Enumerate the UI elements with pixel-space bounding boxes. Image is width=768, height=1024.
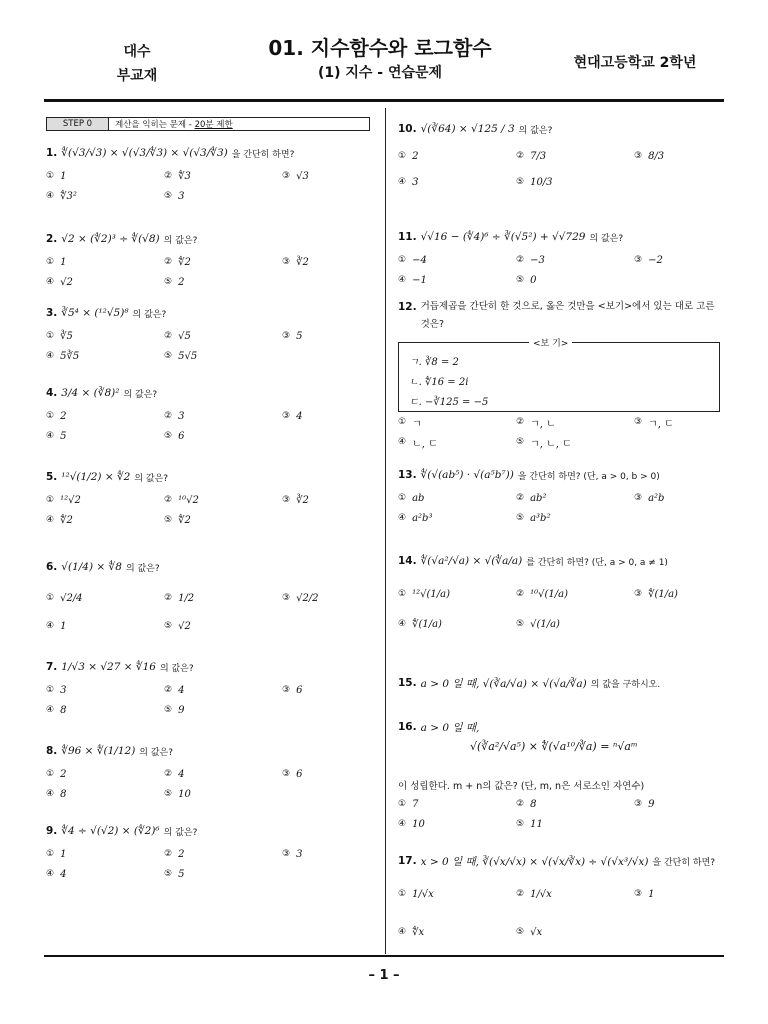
question-1: 1. ∜(√3/√3) × √(√3/∜3) × √(√3/∜3) 을 간단히 하면? ① 1 ② ∜3 ③ √3 ④ ∜3² ⑤ 3 xyxy=(46,142,400,204)
option-2[interactable]: ② 1/√x xyxy=(516,888,552,900)
option-2[interactable]: ② 4 xyxy=(164,684,185,696)
option-4[interactable]: ④ 5 xyxy=(46,430,67,442)
option-5[interactable]: ⑤ 5 xyxy=(164,868,185,880)
option-5[interactable]: ⑤ 6 xyxy=(164,430,185,442)
question-expression: ∜(√a²/√a) × √(∜a/a) xyxy=(420,555,523,567)
question-expression: √(1/4) × ∜8 xyxy=(61,561,122,573)
option-4[interactable]: ④ √2 xyxy=(46,276,73,288)
options xyxy=(46,328,400,364)
question-expression: 3/4 × (∛8)² xyxy=(61,387,120,399)
options xyxy=(46,766,400,802)
option-2[interactable]: ② √5 xyxy=(164,330,191,342)
option-3[interactable]: ③ √2/2 xyxy=(282,592,319,604)
options xyxy=(46,168,400,204)
option-4[interactable]: ④ 4 xyxy=(46,868,67,880)
question-2: 2. √2 × (∜2)³ ÷ ∜(√8) 의 값은? ① 1 ② ∜2 ③ ∛2 ④ √2 ⑤ 2 xyxy=(46,228,400,290)
option-2[interactable]: ② ∜2 xyxy=(164,256,191,268)
subject-label: 대수 xyxy=(123,44,151,60)
title-block xyxy=(230,34,530,84)
option-5[interactable]: ⑤ 11 xyxy=(516,818,543,830)
subject-block xyxy=(92,40,182,88)
option-2[interactable]: ② 3 xyxy=(164,410,185,422)
question-expression: 1/√3 × √27 × ∜16 xyxy=(61,661,156,673)
school-label: 현대고등학교 2학년 xyxy=(573,55,697,71)
option-1[interactable]: ① 1 xyxy=(46,256,67,268)
option-4[interactable]: ④ 5∛5 xyxy=(46,350,80,362)
question-12-options xyxy=(398,414,752,450)
option-4[interactable]: ④ ∜2 xyxy=(46,514,73,526)
option-4[interactable]: ④ ㄴ, ㄷ xyxy=(398,437,438,450)
page-number: – 1 – xyxy=(368,968,400,983)
option-1[interactable]: ① 2 xyxy=(46,768,67,780)
options xyxy=(46,590,400,634)
option-2[interactable]: ② ㄱ, ㄴ xyxy=(516,417,556,430)
question-13: 13. ∜(√(ab⁵) · √(a⁵b⁷)) 을 간단히 하면? (단, a > 0, b > 0) ① ab ② ab² ③ a²b ④ a²b³ ⑤ a³b² xyxy=(398,464,752,526)
question-7: 7. 1/√3 × √27 × ∜16 의 값은? ① 3 ② 4 ③ 6 ④ 8 ⑤ 9 xyxy=(46,656,400,718)
question-expression: ∜4 ÷ √(√2) × (∜2)⁶ xyxy=(61,825,160,837)
question-16-formula: √(∛a²/√a⁵) × ∜(√a¹⁰/∛a) = ⁿ√aᵐ xyxy=(470,740,638,753)
option-1[interactable]: ① 2 xyxy=(398,150,419,162)
option-5[interactable]: ⑤ 10/3 xyxy=(516,176,553,188)
question-14: 14. ∜(√a²/√a) × √(∜a/a) 를 간단히 하면? (단, a > 0, a ≠ 1) ① ¹²√(1/a) ② ¹⁰√(1/a) ③ ∜(1/a) ④ ∜(1/a) ⑤ √(1/a) xyxy=(398,550,752,632)
option-3[interactable]: ③ ∛2 xyxy=(282,494,309,506)
option-5[interactable]: ⑤ 0 xyxy=(516,274,537,286)
question-8: 8. ∜96 × ∜(1/12) 의 값은? ① 2 ② 4 ③ 6 ④ 8 ⑤ 10 xyxy=(46,740,400,802)
options xyxy=(46,408,400,444)
option-1[interactable]: ① ㄱ xyxy=(398,417,422,430)
option-1[interactable]: ① ¹²√(1/a) xyxy=(398,588,450,600)
question-expression: ∜96 × ∜(1/12) xyxy=(61,745,136,757)
question-6: 6. √(1/4) × ∜8 의 값은? ① √2/4 ② 1/2 ③ √2/2 ④ 1 ⑤ √2 xyxy=(46,556,400,634)
question-4: 4. 3/4 × (∛8)² 의 값은? ① 2 ② 3 ③ 4 ④ 5 ⑤ 6 xyxy=(46,382,400,444)
option-3[interactable]: ③ 5 xyxy=(282,330,303,342)
step-description: 계산을 익히는 문제 - 20분 제한 xyxy=(115,120,233,130)
question-16: 16. a > 0 일 때, xyxy=(398,721,480,734)
option-2[interactable]: ② 4 xyxy=(164,768,185,780)
question-10: 10. √(∛64) × √125 / 3 의 값은? ① 2 ② 7/3 ③ 8/3 ④ 3 ⑤ 10/3 xyxy=(398,118,752,190)
options xyxy=(398,490,752,526)
page-subtitle: (1) 지수 - 연습문제 xyxy=(317,65,443,81)
options xyxy=(46,254,400,290)
option-5[interactable]: ⑤ 5√5 xyxy=(164,350,198,362)
option-2[interactable]: ② 7/3 xyxy=(516,150,547,162)
question-16-note: 이 성립한다. m + n의 값은? (단, m, n은 서로소인 자연수) xyxy=(398,781,645,792)
question-11: 11. √√16 − (∜4)⁶ ÷ ∛(√5²) + √√729 의 값은? ① −4 ② −3 ③ −2 ④ −1 ⑤ 0 xyxy=(398,226,752,288)
option-1[interactable]: ① 7 xyxy=(398,798,419,810)
question-9: 9. ∜4 ÷ √(√2) × (∜2)⁶ 의 값은? ① 1 ② 2 ③ 3 ④ 4 ⑤ 5 xyxy=(46,820,400,882)
option-4[interactable]: ④ 3 xyxy=(398,176,419,188)
option-1[interactable]: ① ab xyxy=(398,492,425,504)
bogi-title: <보 기> xyxy=(529,336,572,349)
option-3[interactable]: ③ a²b xyxy=(634,492,665,504)
option-1[interactable]: ① −4 xyxy=(398,254,427,266)
option-1[interactable]: ① √2/4 xyxy=(46,592,83,604)
question-expression: ∜(√(ab⁵) · √(a⁵b⁷)) xyxy=(420,469,514,481)
bogi-item-1: ㄱ. ∛8 = 2 xyxy=(409,357,459,368)
question-expression: ∜(√3/√3) × √(√3/∜3) × √(√3/∜3) xyxy=(61,147,228,159)
option-3[interactable]: ③ √3 xyxy=(282,170,309,182)
option-5[interactable]: ⑤ 10 xyxy=(164,788,191,800)
option-1[interactable]: ① 1/√x xyxy=(398,888,434,900)
page-title: 01. 지수함수와 로그함수 xyxy=(268,36,492,60)
option-3[interactable]: ③ 3 xyxy=(282,848,303,860)
option-2[interactable]: ② ∜3 xyxy=(164,170,191,182)
bogi-box xyxy=(398,339,720,412)
option-1[interactable]: ① 3 xyxy=(46,684,67,696)
option-2[interactable]: ② −3 xyxy=(516,254,545,266)
option-2[interactable]: ② ¹⁰√2 xyxy=(164,494,199,506)
option-5[interactable]: ⑤ 2 xyxy=(164,276,185,288)
question-expression: a > 0 일 때, xyxy=(420,721,480,734)
option-3[interactable]: ③ 1 xyxy=(634,888,655,900)
option-4[interactable]: ④ 10 xyxy=(398,818,425,830)
question-5: 5. ¹²√(1/2) × ∜2 의 값은? ① ¹²√2 ② ¹⁰√2 ③ ∛2 ④ ∜2 ⑤ ∜2 xyxy=(46,466,400,528)
option-3[interactable]: ③ ∛2 xyxy=(282,256,309,268)
options xyxy=(46,492,400,528)
options xyxy=(398,886,752,940)
options xyxy=(398,252,752,288)
option-5[interactable]: ⑤ 9 xyxy=(164,704,185,716)
question-12: 12. 거듭제곱을 간단히 한 것으로, 옳은 것만을 <보기>에서 있는 대로 고른 것은? xyxy=(398,298,723,334)
option-3[interactable]: ③ −2 xyxy=(634,254,663,266)
option-5[interactable]: ⑤ √x xyxy=(516,926,543,938)
time-limit: 20분 제한 xyxy=(194,120,233,130)
question-expression: ¹²√(1/2) × ∜2 xyxy=(61,471,131,483)
option-2[interactable]: ② 1/2 xyxy=(164,592,195,604)
options xyxy=(46,846,400,882)
question-text: 거듭제곱을 간단히 한 것으로, 옳은 것만을 <보기>에서 있는 대로 고른 것은? xyxy=(420,301,715,330)
question-expression: √2 × (∜2)³ ÷ ∜(√8) xyxy=(61,233,160,245)
option-1[interactable]: ① ∛5 xyxy=(46,330,73,342)
option-3[interactable]: ③ ㄱ, ㄷ xyxy=(634,417,674,430)
option-2[interactable]: ② 2 xyxy=(164,848,185,860)
bogi-item-3: ㄷ. −∛125 = −5 xyxy=(409,397,489,408)
option-5[interactable]: ⑤ √2 xyxy=(164,620,191,632)
option-4[interactable]: ④ −1 xyxy=(398,274,427,286)
question-17: 17. x > 0 일 때, ∛(√x/√x) × √(√x/∛x) ÷ √(√x³/√x) 을 간단히 하면? ① 1/√x ② 1/√x ③ 1 ④ ∜x ⑤ √x xyxy=(398,850,752,940)
question-expression: √√16 − (∜4)⁶ ÷ ∛(√5²) + √√729 xyxy=(420,231,586,243)
question-expression: a > 0 일 때, √(∛a/√a) × √(√a/∛a) xyxy=(420,677,587,690)
page-header xyxy=(0,0,768,100)
question-3: 3. ∛5⁴ × (¹²√5)⁸ 의 값은? ① ∛5 ② √5 ③ 5 ④ 5∛5 ⑤ 5√5 xyxy=(46,302,400,364)
option-4[interactable]: ④ ∜(1/a) xyxy=(398,618,442,630)
option-2[interactable]: ② ab² xyxy=(516,492,547,504)
option-4[interactable]: ④ ∜x xyxy=(398,926,425,938)
option-4[interactable]: ④ 8 xyxy=(46,704,67,716)
question-expression: x > 0 일 때, ∛(√x/√x) × √(√x/∛x) ÷ √(√x³/√x) xyxy=(420,855,649,868)
option-3[interactable]: ③ 6 xyxy=(282,768,303,780)
option-4[interactable]: ④ 8 xyxy=(46,788,67,800)
option-4[interactable]: ④ 1 xyxy=(46,620,67,632)
bogi-item-2: ㄴ. ∜16 = 2i xyxy=(409,377,469,388)
option-1[interactable]: ① ¹²√2 xyxy=(46,494,81,506)
option-5[interactable]: ⑤ √(1/a) xyxy=(516,618,560,630)
question-expression: ∛5⁴ × (¹²√5)⁸ xyxy=(61,307,129,319)
options xyxy=(398,796,752,832)
option-3[interactable]: ③ 6 xyxy=(282,684,303,696)
option-4[interactable]: ④ ∜3² xyxy=(46,190,77,202)
option-4[interactable]: ④ a²b³ xyxy=(398,512,433,524)
option-1[interactable]: ① 1 xyxy=(46,170,67,182)
header-rule xyxy=(44,99,724,102)
option-5[interactable]: ⑤ 3 xyxy=(164,190,185,202)
options xyxy=(398,148,752,190)
footer-rule xyxy=(44,955,724,957)
question-expression: √(∛64) × √125 / 3 xyxy=(420,123,515,135)
question-15: 15. a > 0 일 때, √(∛a/√a) × √(√a/∛a) 의 값을 구하시오. xyxy=(398,677,661,690)
option-3[interactable]: ③ 8/3 xyxy=(634,150,665,162)
options xyxy=(398,586,752,632)
option-3[interactable]: ③ ∜(1/a) xyxy=(634,588,678,600)
option-1[interactable]: ① 1 xyxy=(46,848,67,860)
step-box xyxy=(46,117,370,131)
options xyxy=(46,682,400,718)
material-label: 부교재 xyxy=(116,68,158,84)
question-16-options xyxy=(398,796,752,832)
option-5[interactable]: ⑤ ∜2 xyxy=(164,514,191,526)
option-3[interactable]: ③ 4 xyxy=(282,410,303,422)
option-2[interactable]: ② 8 xyxy=(516,798,537,810)
option-1[interactable]: ① 2 xyxy=(46,410,67,422)
step-label: STEP 0 xyxy=(47,118,109,130)
option-5[interactable]: ⑤ a³b² xyxy=(516,512,551,524)
option-2[interactable]: ② ¹⁰√(1/a) xyxy=(516,588,568,600)
option-3[interactable]: ③ 9 xyxy=(634,798,655,810)
options xyxy=(398,414,752,450)
option-5[interactable]: ⑤ ㄱ, ㄴ, ㄷ xyxy=(516,437,572,450)
